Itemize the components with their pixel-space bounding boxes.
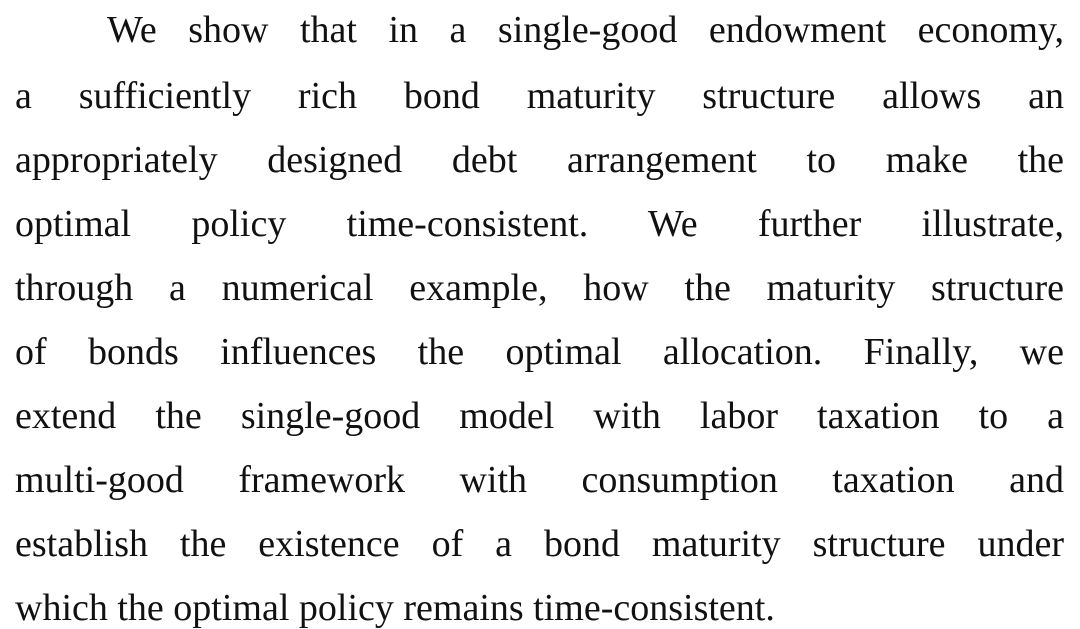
paragraph-line: We show that in a single-good endowment economy, [107,9,1064,51]
abstract-paragraph [15,0,1064,629]
paragraph-line: of bonds influences the optimal allocation. Finally, we [15,331,1064,373]
paragraph-line: a sufficiently rich bond maturity structure allows an [15,75,1064,117]
paragraph-line: which the optimal policy remains time-consistent. [15,587,775,629]
paragraph-line: through a numerical example, how the maturity structure [15,267,1064,309]
paragraph-line: appropriately designed debt arrangement to make the [15,139,1064,181]
paragraph-line: multi-good framework with consumption taxation and [15,459,1064,501]
paragraph-line: establish the existence of a bond maturity structure under [15,523,1064,565]
paragraph-line: extend the single-good model with labor taxation to a [15,395,1064,437]
paragraph-line: optimal policy time-consistent. We further illustrate, [15,203,1064,245]
